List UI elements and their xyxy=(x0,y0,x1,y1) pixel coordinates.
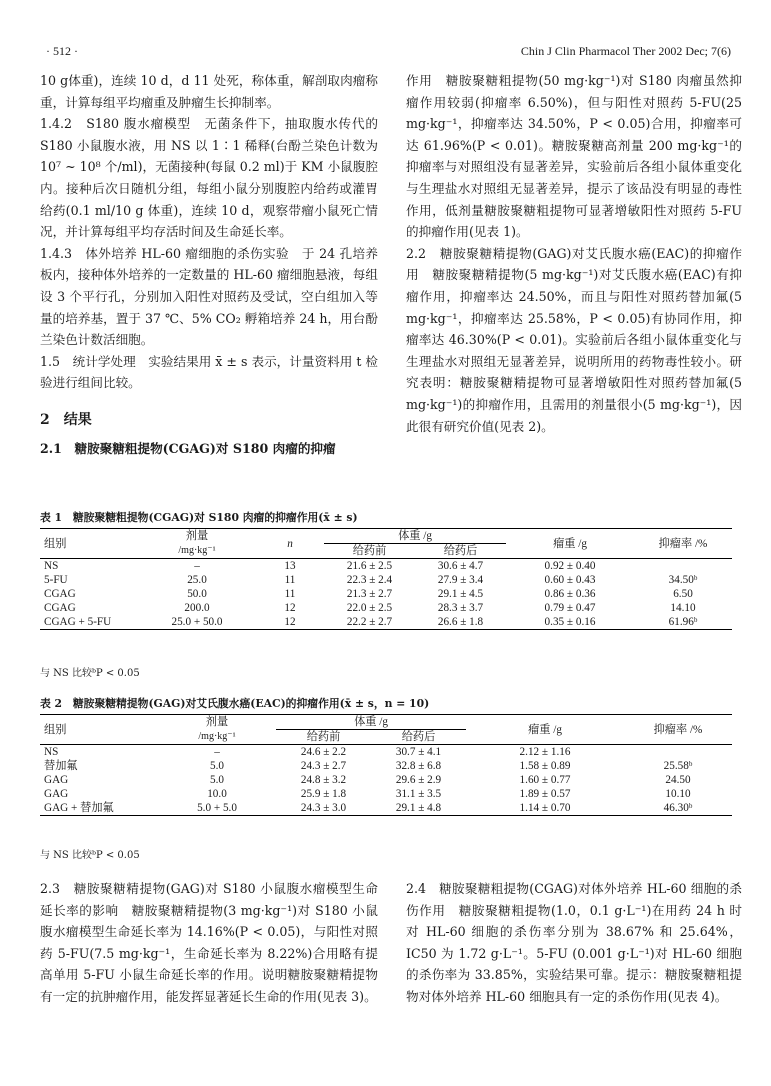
table-cell: 25.58ᵇ xyxy=(663,760,693,772)
table1 xyxy=(40,528,732,630)
table-cell: 12 xyxy=(284,602,296,614)
table-row xyxy=(40,601,732,615)
table-cell: 10.0 xyxy=(207,788,227,800)
right-column-top xyxy=(406,70,742,437)
table-cell: 10.10 xyxy=(665,788,691,800)
table-cell: 5.0 xyxy=(210,760,224,772)
table-cell: NS xyxy=(44,746,59,758)
col-header-dose: 剂量 xyxy=(185,530,209,543)
table-cell: 31.1 ± 3.5 xyxy=(395,788,442,800)
paragraph: 2.2 糖胺聚糖精提物(GAG)对艾氏腹水癌(EAC)的抑瘤作用 糖胺聚糖精提物(5 mg·kg⁻¹)对艾氏腹水癌(EAC)有抑瘤作用，抑瘤率达 24.50%，而且与阳性对照药替加氟(5 mg·kg⁻¹，抑瘤率达 25.58%，P < 0.05)有协同作用，抑瘤率达 46.30%(P < 0.01)。实验前后各组小鼠体重变化与生理盐水对照组无显著差异，说明所用的药物毒性较小。研究表明：糖胺聚糖精提物可显著增敏阳性对照药替加氟(5 mg·kg⁻¹)的抑瘤作用，且需用的剂量很小(5 mg·kg⁻¹)，因此很有研究价值(见表 2)。 xyxy=(406,245,742,434)
col-header-group: 组别 xyxy=(44,537,67,550)
table-cell: 30.6 ± 4.7 xyxy=(437,560,484,572)
table-cell: 1.89 ± 0.57 xyxy=(519,788,571,800)
paragraph: 10 g体重)，连续 10 d，d 11 处死，称体重，解剖取肉瘤称重，计算每组平均瘤重及肿瘤生长抑制率。 xyxy=(40,73,378,110)
table-cell: 0.60 ± 0.43 xyxy=(544,574,596,586)
table-cell: NS xyxy=(44,560,59,572)
table-cell: GAG xyxy=(44,788,69,800)
table-cell: 46.30ᵇ xyxy=(663,802,693,814)
table-cell: 1.60 ± 0.77 xyxy=(519,774,571,786)
table2 xyxy=(40,714,732,816)
journal-citation: Chin J Clin Pharmacol Ther 2002 Dec; 7(6) xyxy=(520,44,731,58)
col-header-after: 给药后 xyxy=(401,731,436,743)
subsection-heading: 2.1 糖胺聚糖粗提物(CGAG)对 S180 肉瘤的抑瘤 xyxy=(40,440,336,456)
col-header-tumor: 瘤重 /g xyxy=(528,723,562,736)
table-cell: 30.7 ± 4.1 xyxy=(395,746,442,758)
table-cell: 1.14 ± 0.70 xyxy=(519,802,571,814)
table-cell: 替加氟 xyxy=(44,760,78,772)
table-cell: 28.3 ± 3.7 xyxy=(437,602,484,614)
table-cell: 6.50 xyxy=(673,588,693,600)
table-cell: 29.1 ± 4.5 xyxy=(437,588,484,600)
table-row xyxy=(40,759,732,773)
col-header-dose-unit: /mg·kg⁻¹ xyxy=(178,544,216,556)
right-column-bottom xyxy=(406,878,742,1008)
table-cell: 27.9 ± 3.4 xyxy=(437,574,484,586)
table-row xyxy=(40,773,732,787)
col-header-dose-unit: /mg·kg⁻¹ xyxy=(198,730,236,742)
table-cell: 29.1 ± 4.8 xyxy=(395,802,442,814)
table-cell: 24.6 ± 2.2 xyxy=(300,746,347,758)
table-cell: 13 xyxy=(284,560,296,572)
col-header-weight: 体重 /g xyxy=(324,529,506,544)
table-cell: 22.2 ± 2.7 xyxy=(346,616,393,628)
table-cell: 25.9 ± 1.8 xyxy=(300,788,347,800)
paragraph: 2.3 糖胺聚糖精提物(GAG)对 S180 小鼠腹水瘤模型生命延长率的影响 糖胺聚糖精提物(3 mg·kg⁻¹)对 S180 小鼠腹水瘤模型生命延长率为 14.16%(P < 0.05)，与阳性对照药 5-FU(7.5 mg·kg⁻¹，生命延长率为 8.22%)合用略有提高单用 5-FU 小鼠生命延长率的作用。说明糖胺聚糖精提物有一定的抗肿瘤作用，能发挥显著延长生命的作用(见表 3)。 xyxy=(40,881,378,1004)
table-cell: 25.0 xyxy=(187,574,207,586)
table-cell: 25.0 + 50.0 xyxy=(171,616,223,628)
table-cell: 0.79 ± 0.47 xyxy=(544,602,596,614)
col-header-rate: 抑瘤率 /% xyxy=(658,537,708,550)
paragraph: 2.4 糖胺聚糖粗提物(CGAG)对体外培养 HL-60 细胞的杀伤作用 糖胺聚糖粗提物(1.0，0.1 g·L⁻¹)在用药 24 h 时对 HL-60 细胞的杀伤率分别为 38.67% 和 25.64%，IC50 为 1.72 g·L⁻¹。5-FU (0.001 g·L⁻¹)对 HL-60 细胞的杀伤率为 33.85%，实验结果可靠。提示：糖胺聚糖粗提物对体外培养 HL-60 细胞具有一定的杀伤作用(见表 4)。 xyxy=(406,881,742,1004)
left-column-top xyxy=(40,70,378,459)
table-cell: 61.96ᵇ xyxy=(668,616,698,628)
col-header-weight: 体重 /g xyxy=(276,715,466,730)
table-cell: 34.50ᵇ xyxy=(668,574,698,586)
table-cell: CGAG xyxy=(44,602,76,614)
col-header-before: 给药前 xyxy=(306,731,341,743)
table-cell: 2.12 ± 1.16 xyxy=(519,746,571,758)
table-cell: GAG + 替加氟 xyxy=(44,802,114,814)
table-cell: 11 xyxy=(284,574,296,586)
table-row xyxy=(40,573,732,587)
col-header-group: 组别 xyxy=(44,723,67,736)
table-cell: 0.86 ± 0.36 xyxy=(544,588,596,600)
table-cell: 50.0 xyxy=(187,588,207,600)
table-cell: 24.3 ± 3.0 xyxy=(300,802,347,814)
paragraph: 1.4.2 S180 腹水瘤模型 无菌条件下，抽取腹水传代的 S180 小鼠腹水液，用 NS 以 1∶1 稀释(台酚兰染色计数为 10⁷ ~ 10⁸ 个/ml)，无菌接种(每鼠 0.2 ml)于 KM 小鼠腹腔内。接种后次日随机分组，每组小鼠分别腹腔内给药或灌胃给药(0.1 ml/10 g 体重)，连续 10 d，观察带瘤小鼠死亡情况，并计算每组平均存活时间及生命延长率。 xyxy=(40,116,378,240)
table-cell: 5.0 + 5.0 xyxy=(197,802,237,814)
section-heading: 2 结果 xyxy=(40,411,92,428)
table-row xyxy=(40,745,732,760)
table-cell: CGAG + 5-FU xyxy=(44,616,112,628)
table-cell: CGAG xyxy=(44,588,76,600)
table1-footnote: 与 NS 比较ᵇP < 0.05 xyxy=(40,668,140,679)
table2-title: 表 2 糖胺聚糖精提物(GAG)对艾氏腹水癌(EAC)的抑瘤作用(x̄ ± s，n = 10) xyxy=(40,697,430,710)
table-cell: 200.0 xyxy=(184,602,210,614)
table-cell: 5-FU xyxy=(44,574,68,586)
table-cell: 0.35 ± 0.16 xyxy=(544,616,596,628)
table-cell: 21.3 ± 2.7 xyxy=(346,588,393,600)
table1-title: 表 1 糖胺聚糖粗提物(CGAG)对 S180 肉瘤的抑瘤作用(x̄ ± s) xyxy=(40,511,358,524)
page-number: · 512 · xyxy=(46,44,78,58)
table-cell: 24.50 xyxy=(665,774,691,786)
table-cell: 1.58 ± 0.89 xyxy=(519,760,571,772)
table-cell: 29.6 ± 2.9 xyxy=(395,774,442,786)
table-cell: 12 xyxy=(284,616,296,628)
table-cell: – xyxy=(194,560,200,572)
paragraph: 1.5 统计学处理 实验结果用 x̄ ± s 表示，计量资料用 t 检验进行组间比较。 xyxy=(40,353,378,391)
table-cell: 0.92 ± 0.40 xyxy=(544,560,596,572)
table-cell: 22.3 ± 2.4 xyxy=(346,574,393,586)
table-row xyxy=(40,587,732,601)
paragraph: 作用 糖胺聚糖粗提物(50 mg·kg⁻¹)对 S180 肉瘤虽然抑瘤作用较弱(抑瘤率 6.50%)，但与阳性对照药 5-FU(25 mg·kg⁻¹，抑瘤率达 34.50%，P < 0.05)合用，抑瘤率可达 61.96%(P < 0.01)。糖胺聚糖高剂量 200 mg·kg⁻¹的抑瘤率与对照组没有显著差异，实验前后各组小鼠体重变化与生理盐水对照组无显著差异，提示了该品没有明显的毒性作用，低剂量糖胺聚糖粗提物可显著增敏阳性对照药 5-FU 的抑瘤作用(见表 1)。 xyxy=(406,73,742,240)
table-row xyxy=(40,801,732,816)
table-cell: 24.3 ± 2.7 xyxy=(300,760,347,772)
table-cell: 11 xyxy=(284,588,296,600)
col-header-dose: 剂量 xyxy=(205,716,229,729)
table-cell: 24.8 ± 3.2 xyxy=(300,774,347,786)
col-header-after: 给药后 xyxy=(443,545,478,557)
col-header-n: n xyxy=(287,537,293,550)
table-cell: 22.0 ± 2.5 xyxy=(346,602,393,614)
table-cell xyxy=(624,745,732,760)
table-row xyxy=(40,787,732,801)
table-cell xyxy=(634,559,732,574)
paragraph: 1.4.3 体外培养 HL-60 瘤细胞的杀伤实验 于 24 孔培养板内，接种体外培养的一定数量的 HL-60 瘤细胞悬液，每组设 3 个平行孔，分别加入阳性对照药及受试，空白组加入等量的培养基，置于 37 ℃、5% CO₂ 孵箱培养 24 h，用台酚兰染色计数活细胞。 xyxy=(40,245,378,348)
col-header-before: 给药前 xyxy=(352,545,387,557)
table-cell: GAG xyxy=(44,774,69,786)
table-row xyxy=(40,559,732,574)
table-cell: 5.0 xyxy=(210,774,224,786)
table2-footnote: 与 NS 比较ᵇP < 0.05 xyxy=(40,850,140,861)
col-header-tumor: 瘤重 /g xyxy=(553,537,587,550)
left-column-bottom xyxy=(40,878,378,1008)
table-cell: 32.8 ± 6.8 xyxy=(395,760,442,772)
col-header-rate: 抑瘤率 /% xyxy=(653,723,703,736)
table-cell: – xyxy=(214,746,220,758)
table-row xyxy=(40,615,732,630)
table-cell: 21.6 ± 2.5 xyxy=(346,560,393,572)
table-cell: 14.10 xyxy=(670,602,696,614)
table-cell: 26.6 ± 1.8 xyxy=(437,616,484,628)
